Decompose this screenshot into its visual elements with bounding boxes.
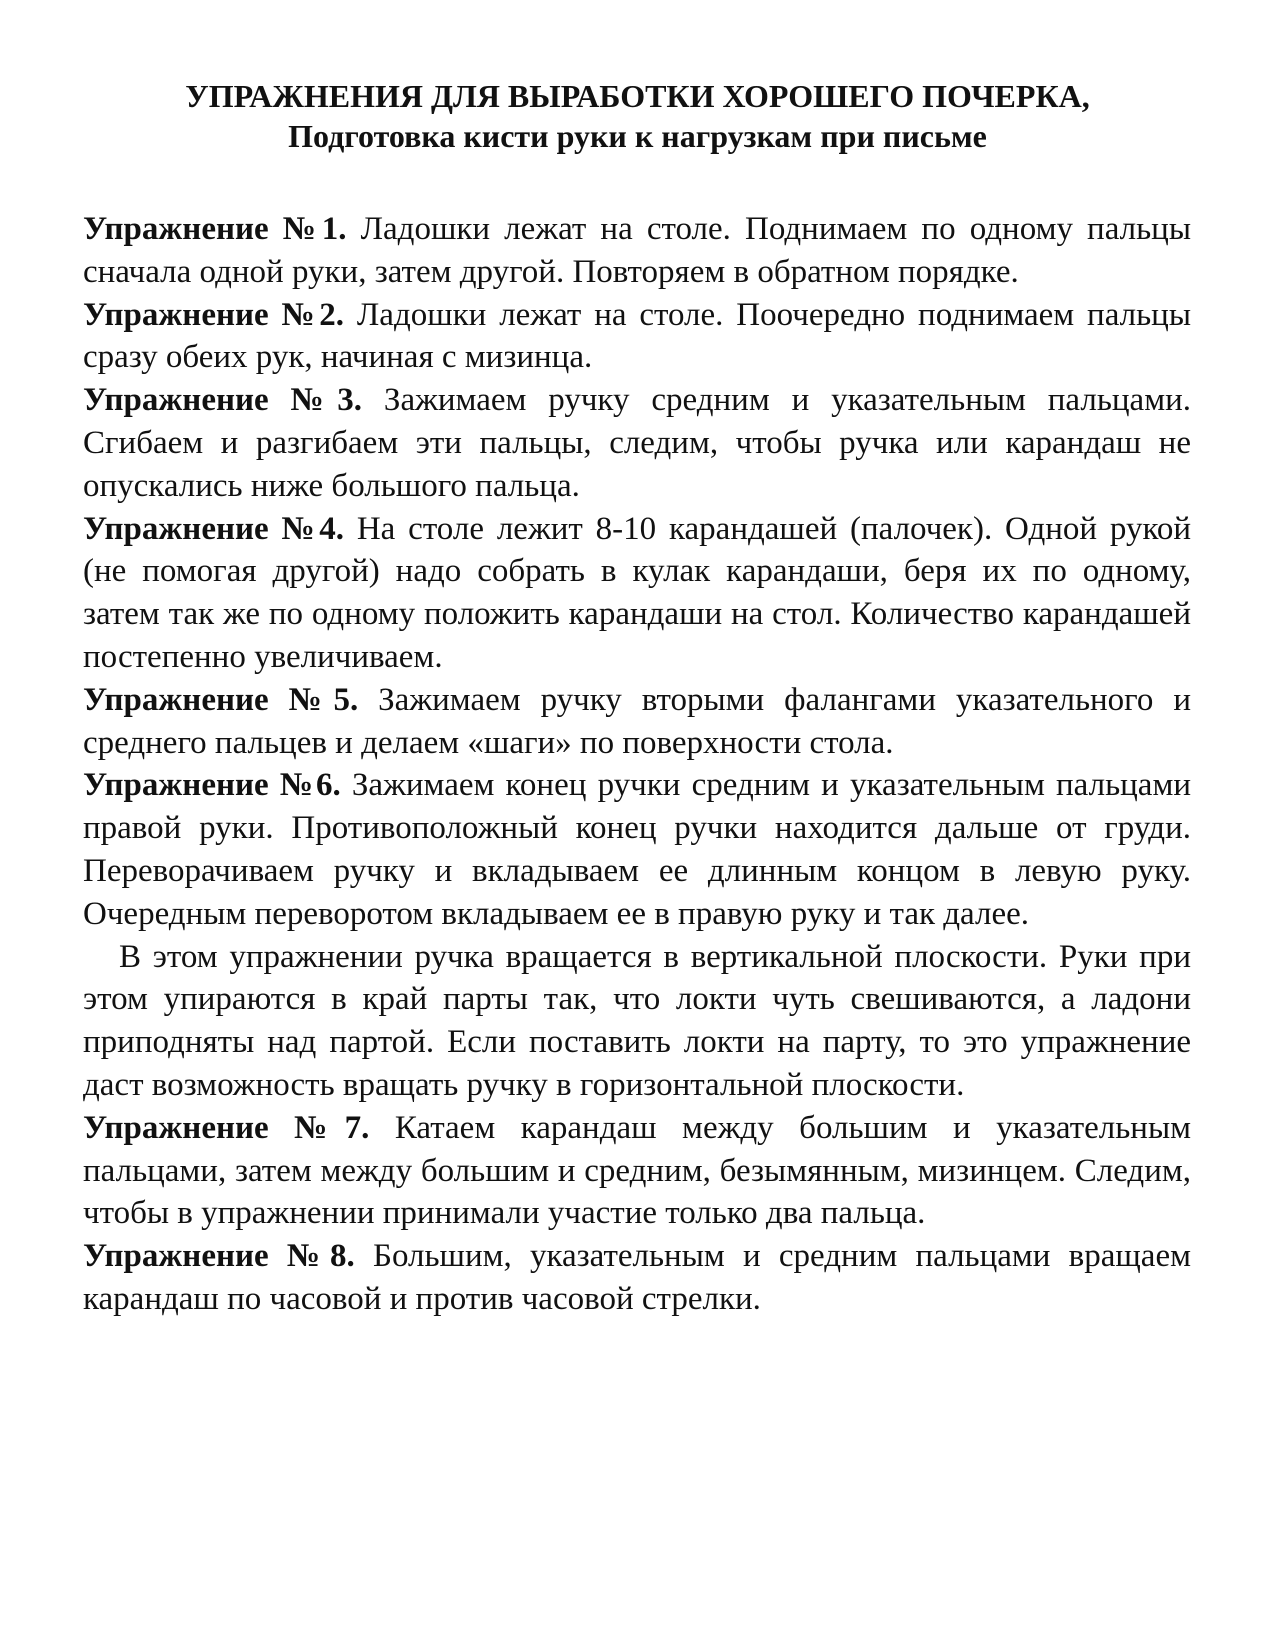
exercise-text: На столе лежит 8-10 карандашей (палочек). Одной рукой (не помогая другой) надо собрать в кулак карандаши, беря их по одному, затем так же по одному положить карандаши на стол. Количество карандашей постепенно увеличиваем.	[83, 510, 1191, 675]
exercise-label: Упражнение №1.	[83, 211, 347, 247]
title-line-2: Подготовка кисти руки к нагрузкам при письме	[288, 118, 987, 154]
exercise-list	[83, 208, 1191, 1321]
exercise-text: Зажимаем ручку вторыми фалангами указательного и среднего пальцев и делаем «шаги» по поверхности стола.	[83, 681, 1191, 761]
exercise-8	[83, 1235, 1191, 1321]
exercise-note-text: В этом упражнении ручка вращается в вертикальной плоскости. Руки при этом упираются в край парты так, что локти чуть свешиваются, а ладони приподняты над партой. Если поставить локти на парту, то это упражнение даст возможность вращать ручку в горизонтальной плоскости.	[83, 938, 1191, 1103]
exercise-2	[83, 294, 1191, 380]
exercise-7	[83, 1107, 1191, 1235]
exercise-label: Упражнение №4.	[83, 510, 344, 547]
exercise-label: Упражнение №3.	[83, 382, 363, 419]
exercise-label: Упражнение №7.	[83, 1109, 370, 1146]
exercise-text: Большим, указательным и средним пальцами вращаем карандаш по часовой и против часовой стрелки.	[83, 1238, 1191, 1317]
exercise-5	[83, 679, 1191, 765]
exercise-label: Упражнение №8.	[83, 1238, 355, 1275]
exercise-label: Упражнение №2.	[83, 296, 345, 333]
document-title	[80, 76, 1195, 156]
exercise-3	[83, 379, 1191, 507]
title-line-1: УПРАЖНЕНИЯ ДЛЯ ВЫРАБОТКИ ХОРОШЕГО ПОЧЕРКА,	[185, 78, 1090, 114]
exercise-6	[83, 764, 1191, 935]
exercise-6-note	[83, 936, 1191, 1107]
exercise-label: Упражнение №5.	[83, 681, 359, 718]
exercise-text: Зажимаем конец ручки средним и указательным пальцами правой руки. Противоположный конец ручки находится дальше от груди. Переворачиваем ручку и вкладываем ее длинным концом в левую руку. Очередным переворотом вкладываем ее в правую руку и так далее.	[83, 767, 1191, 932]
exercise-label: Упражнение №6.	[83, 767, 341, 804]
exercise-1	[83, 208, 1191, 294]
exercise-text: Катаем карандаш между большим и указательным пальцами, затем между большим и средним, безымянным, мизинцем. Следим, чтобы в упражнении принимали участие только два пальца.	[83, 1109, 1191, 1232]
exercise-text: Зажимаем ручку средним и указательным пальцами. Сгибаем и разгибаем эти пальцы, следим, чтобы ручка или карандаш не опускались ниже большого пальца.	[83, 382, 1191, 504]
exercise-text: Ладошки лежат на столе. Поочередно поднимаем пальцы сразу обеих рук, начиная с мизинца.	[83, 296, 1192, 376]
exercise-text: Ладошки лежат на столе. Поднимаем по одному пальцы сначала одной руки, затем другой. Повторяем в обратном порядке.	[83, 211, 1192, 290]
exercise-4	[83, 508, 1191, 679]
